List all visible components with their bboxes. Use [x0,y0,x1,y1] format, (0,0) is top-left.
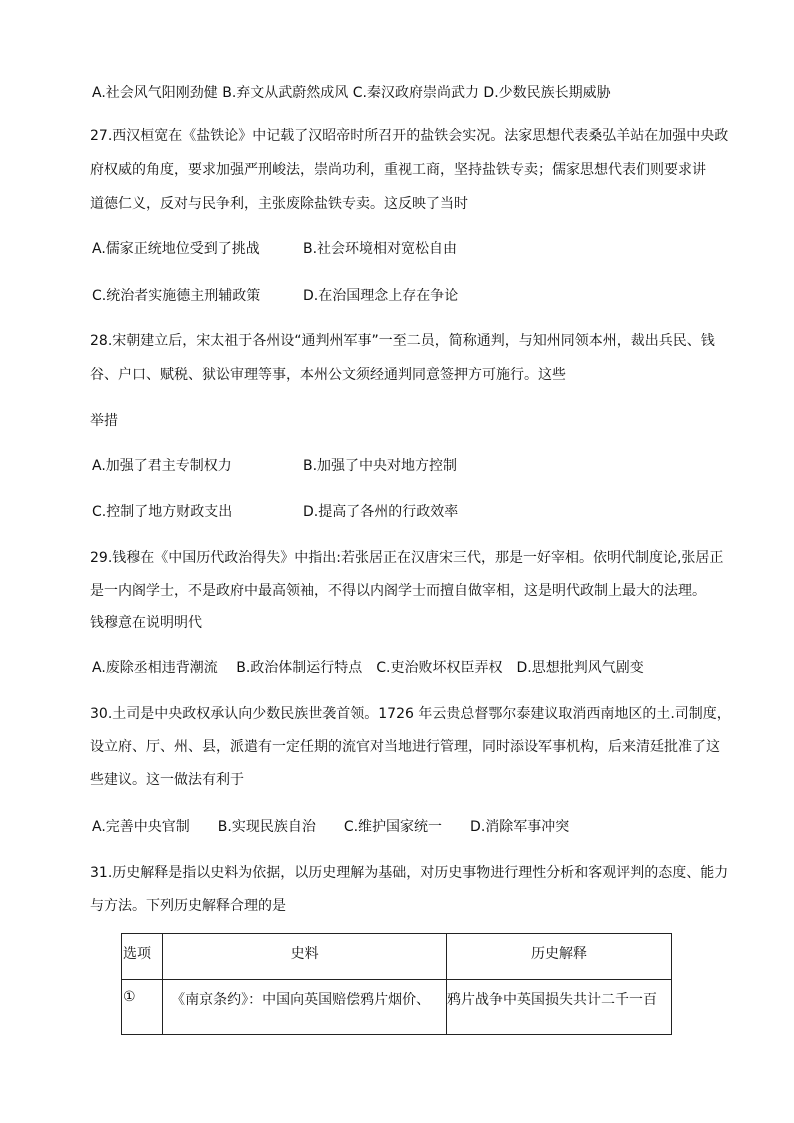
q27-option-c: C.统治者实施德主刑辅政策 [92,288,261,304]
q31-stem-line2: 与方法。下列历史解释合理的是 [90,898,286,914]
q27-stem-line2: 府权威的角度，要求加强严刑峻法，崇尚功利，重视工商，坚持盐铁专卖；儒家思想代表们则要求讲 [90,162,706,178]
header-source: 史料 [163,934,447,980]
q27-option-b: B.社会环境相对宽松自由 [303,241,458,257]
q29-stem-line1: 29.钱穆在《中国历代政治得失》中指出:若张居正在汉唐宋三代，那是一好宰相。依明代制度论,张居正 [90,550,724,566]
q28-stem-line1: 28.宋朝建立后，宋太祖于各州设“通判州军事”一至二员，简称通判，与知州同领本州，裁出兵民、钱 [90,333,715,349]
q27-stem-line1: 27.西汉桓宽在《盐铁论》中记载了汉昭帝时所召开的盐铁会实况。法家思想代表桑弘羊站在加强中央政 [90,128,729,144]
cell-source: 《南京条约》：中国向英国赔偿鸦片烟价、 [163,980,447,1035]
q28-stem-line3: 举措 [90,413,118,429]
q29-stem-line3: 钱穆意在说明明代 [90,615,202,631]
q29-stem-line2: 是一内阁学士，不是政府中最高领袖，不得以内阁学士而擅自做宰相，这是明代政制上最大的法理。 [90,583,706,599]
q31-stem-line1: 31.历史解释是指以史料为依据，以历史理解为基础，对历史事物进行理性分析和客观评判的态度、能力 [90,865,729,881]
q28-stem-line2: 谷、户口、赋税、狱讼审理等事，本州公文须经通判同意签押方可施行。这些 [90,367,566,383]
q30-options: A.完善中央官制 B.实现民族自治 C.维护国家统一 D.消除军事冲突 [92,819,570,835]
cell-interpretation: 鸦片战争中英国损失共计二千一百 [447,980,672,1035]
header-interpretation: 历史解释 [447,934,672,980]
q27-option-a: A.儒家正统地位受到了挑战 [92,241,260,257]
q29-options: A.废除丞相违背潮流 B.政治体制运行特点 C.吏治败坏权臣弄权 D.思想批判风气剧变 [92,660,644,676]
table-row [122,980,672,1035]
table-header-row [122,934,672,980]
q28-option-d: D.提高了各州的行政效率 [303,504,459,520]
header-option: 选项 [122,934,163,980]
q28-option-c: C.控制了地方财政支出 [92,504,233,520]
q28-option-b: B.加强了中央对地方控制 [303,458,458,474]
q30-stem-line2: 设立府、厅、州、县，派遣有一定任期的流官对当地进行管理，同时添设军事机构，后来清廷批准了这 [90,739,720,755]
q30-stem-line1: 30.土司是中央政权承认向少数民族世袭首领。1726 年云贵总督鄂尔泰建议取消西南地区的土.司制度， [90,706,731,722]
sources-table [121,933,672,1035]
q28-option-a: A.加强了君主专制权力 [92,458,232,474]
q30-stem-line3: 些建议。这一做法有利于 [90,772,244,788]
q26-options: A.社会风气阳刚劲健 B.弃文从武蔚然成风 C.秦汉政府崇尚武力 D.少数民族长期威胁 [92,85,611,101]
cell-option: ① [122,980,163,1035]
q27-stem-line3: 道德仁义，反对与民争利，主张废除盐铁专卖。这反映了当时 [90,196,468,212]
q27-option-d: D.在治国理念上存在争论 [303,288,459,304]
